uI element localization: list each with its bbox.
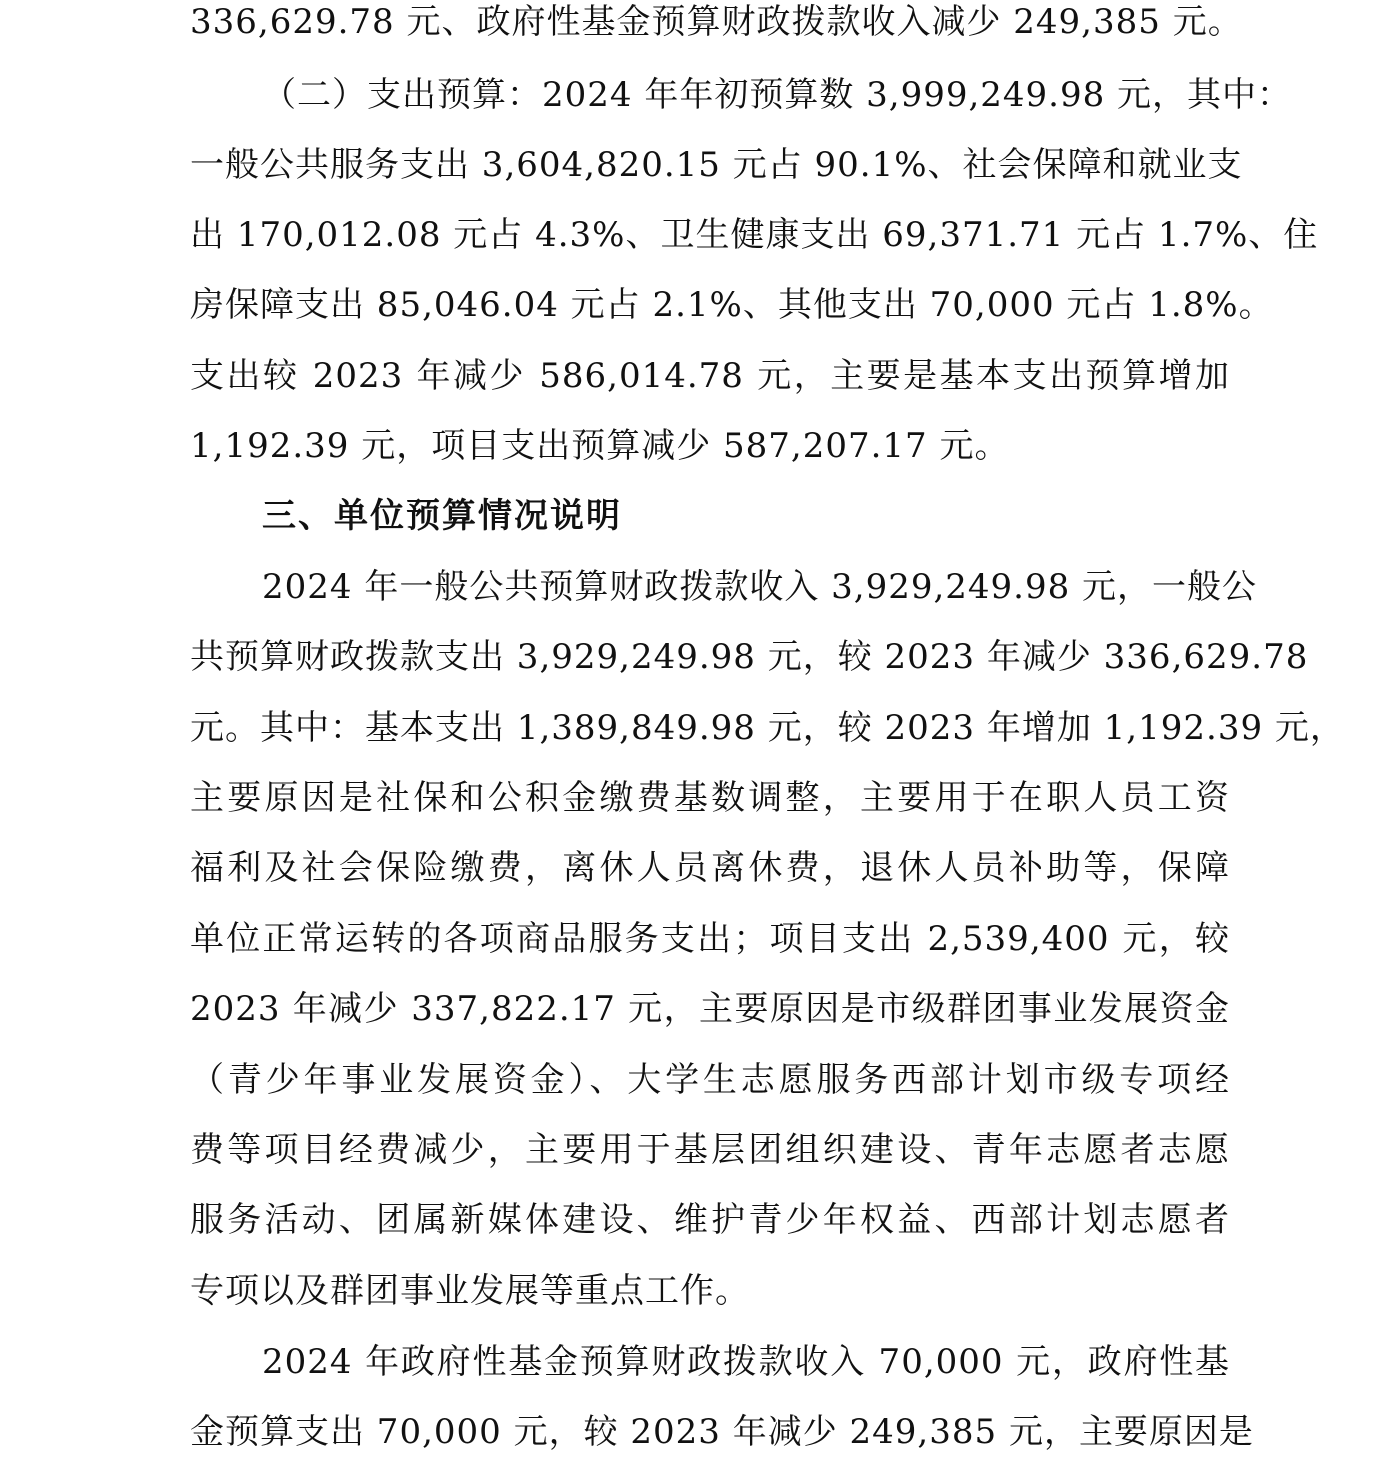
text-line: 服务活动、团属新媒体建设、维护青少年权益、西部计划志愿者 <box>190 1200 1230 1240</box>
text-line: （青少年事业发展资金）、大学生志愿服务西部计划市级专项经 <box>190 1060 1230 1100</box>
text-line: 一般公共服务支出 3,604,820.15 元占 90.1%、社会保障和就业支 <box>190 145 1243 185</box>
section-heading: 三、单位预算情况说明 <box>262 496 622 536</box>
text-line: 房保障支出 85,046.04 元占 2.1%、其他支出 70,000 元占 1.8%。 <box>190 285 1274 325</box>
text-line: 336,629.78 元、政府性基金预算财政拨款收入减少 249,385 元。 <box>190 2 1243 42</box>
text-line: 费等项目经费减少，主要用于基层团组织建设、青年志愿者志愿 <box>190 1130 1230 1170</box>
text-line: 金预算支出 70,000 元，较 2023 年减少 249,385 元，主要原因是 <box>190 1412 1254 1452</box>
text-line: （二）支出预算：2024 年年初预算数 3,999,249.98 元，其中： <box>262 75 1293 115</box>
text-line: 专项以及群团事业发展等重点工作。 <box>190 1271 750 1311</box>
text-line: 2023 年减少 337,822.17 元，主要原因是市级群团事业发展资金 <box>190 989 1230 1029</box>
text-line: 主要原因是社保和公积金缴费基数调整，主要用于在职人员工资 <box>190 778 1230 818</box>
text-line: 单位正常运转的各项商品服务支出；项目支出 2,539,400 元，较 <box>190 919 1230 959</box>
text-line: 共预算财政拨款支出 3,929,249.98 元，较 2023 年减少 336,629.78 <box>190 637 1309 677</box>
text-line: 支出较 2023 年减少 586,014.78 元，主要是基本支出预算增加 <box>190 356 1230 396</box>
text-line: 2024 年一般公共预算财政拨款收入 3,929,249.98 元，一般公 <box>262 567 1258 607</box>
text-line: 1,192.39 元，项目支出预算减少 587,207.17 元。 <box>190 426 1010 466</box>
text-line: 出 170,012.08 元占 4.3%、卫生健康支出 69,371.71 元占 1.7%、住 <box>190 215 1319 255</box>
text-line: 2024 年政府性基金预算财政拨款收入 70,000 元，政府性基 <box>262 1342 1230 1382</box>
text-line: 福利及社会保险缴费，离休人员离休费，退休人员补助等，保障 <box>190 848 1230 888</box>
text-line: 元。其中：基本支出 1,389,849.98 元，较 2023 年增加 1,192.39 元， <box>190 708 1345 748</box>
